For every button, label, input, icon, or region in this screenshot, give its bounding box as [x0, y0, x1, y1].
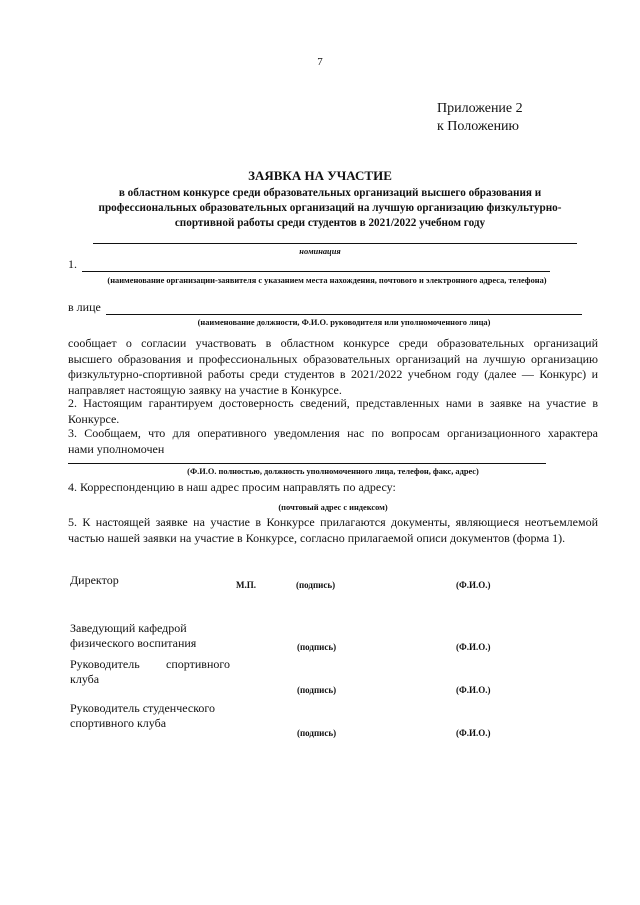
para1-line-2: высшего образования и профессиональных образовательных организаций на лучшую организацию — [68, 351, 598, 366]
subtitle-line-1: в областном конкурсе среди образовательных организаций высшего образования и — [118, 187, 542, 199]
para2-line-1: 2. Настоящим гарантируем достоверность сведений, представленных нами в заявке на участие в — [68, 396, 598, 410]
authorized-caption: (Ф.И.О. полностью, должность уполномоченного лица, телефон, факс, адрес) — [187, 467, 479, 476]
representative-field-line[interactable] — [106, 314, 582, 315]
head-club-label — [70, 657, 230, 687]
para1-line-3: физкультурно-спортивной работы среди студентов в 2021/2022 учебном году (далее — Конкурс) и — [68, 367, 598, 381]
para1-line-4: направляет настоящую заявку на участие в Конкурсе. — [68, 382, 342, 397]
para3-line-1: 3. Сообщаем, что для оперативного уведомления нас по вопросам организационного характера — [68, 426, 598, 440]
guarantee-paragraph — [68, 396, 598, 427]
para2-line-2: Конкурсе. — [68, 411, 120, 426]
para5-line-1: 5. К настоящей заявке на участие в Конкурсе прилагаются документы, являющиеся неотъемлемой — [68, 515, 598, 529]
head-club-line-1: Руководитель спортивного — [70, 657, 230, 671]
correspondence-paragraph: 4. Корреспонденцию в наш адрес просим направлять по адресу: — [68, 480, 396, 494]
head-club-line-2: клуба — [70, 672, 100, 686]
authorized-paragraph — [68, 426, 598, 457]
director-fio[interactable]: (Ф.И.О.) — [456, 580, 491, 590]
para5-line-2: частью нашей заявки на участие в Конкурсе, согласно прилагаемой описи документов (форма 1). — [68, 530, 566, 545]
document-subtitle — [70, 186, 590, 231]
organization-caption: (наименование организации-заявителя с указанием места нахождения, почтового и электронного адреса, телефона) — [107, 276, 547, 285]
in-person-label: в лице — [68, 300, 101, 314]
stamp-label: М.П. — [236, 580, 256, 590]
director-signature[interactable]: (подпись) — [296, 580, 336, 590]
document-title: ЗАЯВКА НА УЧАСТИЕ — [248, 168, 392, 183]
para3-line-2: нами уполномочен — [68, 441, 165, 456]
head-student-club-line-2: спортивного клуба — [70, 716, 167, 730]
director-label: Директор — [70, 573, 119, 587]
consent-paragraph — [68, 336, 598, 398]
appendix-line-1: Приложение 2 — [437, 101, 523, 116]
head-student-club-signature[interactable]: (подпись) — [297, 728, 337, 738]
appendix-reference — [437, 100, 523, 136]
head-student-club-label — [70, 701, 215, 731]
head-club-fio[interactable]: (Ф.И.О.) — [456, 685, 491, 695]
representative-caption: (наименование должности, Ф.И.О. руководителя или уполномоченного лица) — [197, 318, 491, 327]
head-dept-line-1: Заведующий кафедрой — [70, 621, 187, 635]
authorized-field-line[interactable] — [68, 463, 546, 464]
head-student-club-line-1: Руководитель студенческого — [70, 701, 216, 715]
head-dept-signature[interactable]: (подпись) — [297, 642, 337, 652]
organization-field-line[interactable] — [82, 271, 550, 272]
para1-line-1: сообщает о согласии участвовать в областном конкурсе среди образовательных организаций — [68, 336, 598, 350]
head-dept-label — [70, 621, 196, 651]
head-student-club-fio[interactable]: (Ф.И.О.) — [456, 728, 491, 738]
nomination-caption: номинация — [299, 247, 341, 256]
subtitle-line-3: спортивной работы среди студентов в 2021/2022 учебном году — [174, 217, 486, 229]
postal-caption: (почтовый адрес с индексом) — [278, 503, 388, 512]
head-club-signature[interactable]: (подпись) — [297, 685, 337, 695]
subtitle-line-2: профессиональных образовательных организаций на лучшую организацию физкультурно- — [98, 202, 562, 214]
page-number: 7 — [317, 56, 323, 68]
appendix-line-2: к Положению — [437, 119, 520, 134]
head-dept-fio[interactable]: (Ф.И.О.) — [456, 642, 491, 652]
item-1-number: 1. — [68, 257, 77, 271]
head-dept-line-2: физического воспитания — [70, 636, 197, 650]
attachments-paragraph — [68, 515, 598, 546]
nomination-field-line[interactable] — [93, 243, 577, 244]
